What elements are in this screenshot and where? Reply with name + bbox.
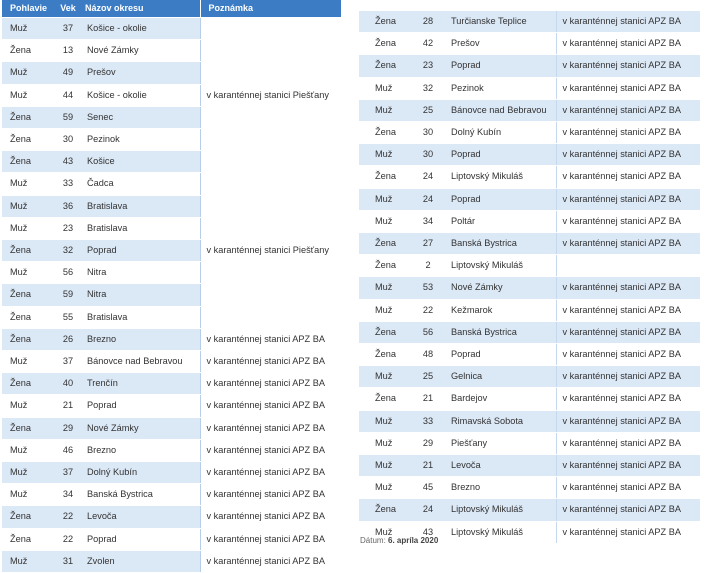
cell-sex: Muž xyxy=(359,299,411,321)
cell-note: v karanténnej stanici APZ BA xyxy=(200,506,341,528)
cell-note: v karanténnej stanici APZ BA xyxy=(200,439,341,461)
cell-note: v karanténnej stanici APZ BA xyxy=(200,417,341,439)
table-row xyxy=(359,188,700,210)
cell-note: v karanténnej stanici APZ BA xyxy=(556,455,700,477)
cell-sex: Žena xyxy=(2,106,55,128)
cell-sex: Žena xyxy=(359,499,411,521)
cell-age: 46 xyxy=(55,439,81,461)
cell-sex: Žena xyxy=(2,417,55,439)
cell-age: 56 xyxy=(411,321,445,343)
cell-age: 25 xyxy=(411,99,445,121)
cell-sex: Žena xyxy=(359,233,411,255)
cell-age: 53 xyxy=(411,277,445,299)
cell-age: 49 xyxy=(55,62,81,84)
cell-age: 22 xyxy=(55,506,81,528)
table-row xyxy=(359,277,700,299)
cell-sex: Muž xyxy=(359,144,411,166)
cell-age: 13 xyxy=(55,40,81,62)
cell-age: 34 xyxy=(411,210,445,232)
cell-district: Turčianske Teplice xyxy=(445,11,556,33)
cell-district: Nové Zámky xyxy=(81,417,200,439)
table-row xyxy=(359,166,700,188)
cell-age: 48 xyxy=(411,344,445,366)
date-value: 6. apríla 2020 xyxy=(388,536,439,545)
cell-sex: Muž xyxy=(359,432,411,454)
cell-note: v karanténnej stanici APZ BA xyxy=(556,210,700,232)
cell-age: 44 xyxy=(55,84,81,106)
table-row xyxy=(2,84,341,106)
cell-district: Dolný Kubín xyxy=(81,462,200,484)
table-row xyxy=(2,195,341,217)
table-row xyxy=(2,395,341,417)
table-row xyxy=(2,217,341,239)
cell-district: Poprad xyxy=(445,188,556,210)
cell-sex: Muž xyxy=(2,351,55,373)
cases-table-left xyxy=(2,0,341,573)
cell-sex: Žena xyxy=(359,388,411,410)
cell-district: Poprad xyxy=(81,240,200,262)
cell-sex: Muž xyxy=(359,210,411,232)
cell-note xyxy=(200,129,341,151)
cell-district: Kežmarok xyxy=(445,299,556,321)
cell-age: 23 xyxy=(411,55,445,77)
cell-age: 22 xyxy=(411,299,445,321)
cell-district: Bratislava xyxy=(81,195,200,217)
cell-sex: Muž xyxy=(359,455,411,477)
cell-note xyxy=(200,40,341,62)
cell-note: v karanténnej stanici APZ BA xyxy=(556,344,700,366)
table-row xyxy=(359,210,700,232)
cell-note: v karanténnej stanici APZ BA xyxy=(200,351,341,373)
cell-age: 27 xyxy=(411,233,445,255)
cell-note: v karanténnej stanici APZ BA xyxy=(556,11,700,33)
cell-age: 33 xyxy=(411,410,445,432)
cell-note: v karanténnej stanici APZ BA xyxy=(556,166,700,188)
cell-sex: Muž xyxy=(2,262,55,284)
cell-age: 30 xyxy=(411,122,445,144)
cell-age: 59 xyxy=(55,284,81,306)
cell-sex: Žena xyxy=(2,306,55,328)
cell-age: 21 xyxy=(411,455,445,477)
cell-sex: Žena xyxy=(359,321,411,343)
cell-sex: Muž xyxy=(2,18,55,40)
cell-district: Banská Bystrica xyxy=(445,233,556,255)
cell-district: Poprad xyxy=(81,528,200,550)
cell-age: 55 xyxy=(55,306,81,328)
table-row xyxy=(359,11,700,33)
cell-age: 28 xyxy=(411,11,445,33)
cell-note xyxy=(556,255,700,277)
cell-sex: Muž xyxy=(2,84,55,106)
cell-sex: Muž xyxy=(359,188,411,210)
cell-district: Košice - okolie xyxy=(81,84,200,106)
cell-district: Nové Zámky xyxy=(81,40,200,62)
cell-note xyxy=(200,173,341,195)
cell-age: 40 xyxy=(55,373,81,395)
cell-note: v karanténnej stanici APZ BA xyxy=(556,299,700,321)
cell-sex: Žena xyxy=(359,122,411,144)
cell-district: Gelnica xyxy=(445,366,556,388)
table-row xyxy=(359,144,700,166)
table-row xyxy=(2,284,341,306)
cell-district: Poprad xyxy=(445,344,556,366)
cell-note: v karanténnej stanici APZ BA xyxy=(556,321,700,343)
cell-district: Bánovce nad Bebravou xyxy=(445,99,556,121)
cell-district: Rimavská Sobota xyxy=(445,410,556,432)
cell-district: Brezno xyxy=(445,477,556,499)
table-row xyxy=(359,255,700,277)
cell-sex: Žena xyxy=(359,33,411,55)
table-row xyxy=(359,410,700,432)
cell-sex: Žena xyxy=(359,344,411,366)
cell-note xyxy=(200,151,341,173)
cell-age: 33 xyxy=(55,173,81,195)
cell-sex: Muž xyxy=(359,366,411,388)
cell-sex: Žena xyxy=(2,151,55,173)
table-row xyxy=(2,373,341,395)
cell-note: v karanténnej stanici APZ BA xyxy=(200,328,341,350)
cell-age: 42 xyxy=(411,33,445,55)
cell-sex: Muž xyxy=(2,439,55,461)
cell-note: v karanténnej stanici APZ BA xyxy=(556,366,700,388)
cell-district: Levoča xyxy=(81,506,200,528)
cell-note xyxy=(200,106,341,128)
cell-district: Poltár xyxy=(445,210,556,232)
cell-note xyxy=(200,284,341,306)
cell-note xyxy=(200,195,341,217)
cell-note xyxy=(200,262,341,284)
cell-note: v karanténnej stanici APZ BA xyxy=(556,477,700,499)
cell-note: v karanténnej stanici APZ BA xyxy=(556,122,700,144)
cell-district: Poprad xyxy=(445,55,556,77)
cell-sex: Muž xyxy=(2,550,55,572)
cell-district: Poprad xyxy=(445,144,556,166)
table-row xyxy=(359,233,700,255)
cell-sex: Muž xyxy=(359,99,411,121)
table-row xyxy=(359,388,700,410)
cell-note: v karanténnej stanici APZ BA xyxy=(556,277,700,299)
cell-sex: Muž xyxy=(359,521,411,543)
cell-age: 34 xyxy=(55,484,81,506)
cell-district: Liptovský Mikuláš xyxy=(445,166,556,188)
cell-age: 23 xyxy=(55,217,81,239)
cell-note: v karanténnej stanici APZ BA xyxy=(200,373,341,395)
cell-note xyxy=(200,306,341,328)
cell-district: Poprad xyxy=(81,395,200,417)
cell-note: v karanténnej stanici Piešťany xyxy=(200,240,341,262)
cell-district: Košice - okolie xyxy=(81,18,200,40)
cell-sex: Muž xyxy=(2,484,55,506)
table-row xyxy=(2,306,341,328)
header-note: Poznámka xyxy=(200,0,341,18)
cell-sex: Muž xyxy=(359,77,411,99)
cell-district: Liptovský Mikuláš xyxy=(445,255,556,277)
table-row xyxy=(2,18,341,40)
cell-district: Košice xyxy=(81,151,200,173)
table-row xyxy=(359,99,700,121)
cell-note: v karanténnej stanici APZ BA xyxy=(556,55,700,77)
table-row xyxy=(359,299,700,321)
cell-note: v karanténnej stanici APZ BA xyxy=(556,188,700,210)
cell-district: Bratislava xyxy=(81,306,200,328)
cell-age: 31 xyxy=(55,550,81,572)
cell-age: 59 xyxy=(55,106,81,128)
cell-note: v karanténnej stanici APZ BA xyxy=(556,233,700,255)
cell-sex: Žena xyxy=(359,55,411,77)
cell-age: 2 xyxy=(411,255,445,277)
cell-district: Prešov xyxy=(81,62,200,84)
table-row xyxy=(2,151,341,173)
cell-age: 24 xyxy=(411,188,445,210)
cell-note xyxy=(200,217,341,239)
cell-note: v karanténnej stanici APZ BA xyxy=(556,388,700,410)
header-age: Vek xyxy=(55,0,81,18)
table-row xyxy=(2,262,341,284)
table-row xyxy=(2,439,341,461)
cell-note: v karanténnej stanici APZ BA xyxy=(556,432,700,454)
cell-age: 24 xyxy=(411,499,445,521)
cell-district: Čadca xyxy=(81,173,200,195)
cell-age: 25 xyxy=(411,366,445,388)
cell-district: Banská Bystrica xyxy=(445,321,556,343)
cell-sex: Žena xyxy=(359,11,411,33)
cell-age: 56 xyxy=(55,262,81,284)
cell-age: 36 xyxy=(55,195,81,217)
cell-district: Bardejov xyxy=(445,388,556,410)
cell-age: 29 xyxy=(55,417,81,439)
cell-note: v karanténnej stanici APZ BA xyxy=(200,462,341,484)
table-row xyxy=(2,484,341,506)
table-row xyxy=(2,506,341,528)
cell-note xyxy=(200,18,341,40)
cell-note xyxy=(200,62,341,84)
cell-note: v karanténnej stanici APZ BA xyxy=(556,144,700,166)
cell-note: v karanténnej stanici APZ BA xyxy=(200,395,341,417)
cell-age: 22 xyxy=(55,528,81,550)
cell-age: 30 xyxy=(55,129,81,151)
table-row xyxy=(359,477,700,499)
table-header-row xyxy=(2,0,341,18)
cell-sex: Muž xyxy=(2,62,55,84)
table-row xyxy=(2,328,341,350)
cell-note: v karanténnej stanici APZ BA xyxy=(556,33,700,55)
cell-district: Brezno xyxy=(81,439,200,461)
cell-sex: Žena xyxy=(359,255,411,277)
cell-district: Piešťany xyxy=(445,432,556,454)
cell-district: Nitra xyxy=(81,262,200,284)
header-sex: Pohlavie xyxy=(2,0,55,18)
cell-age: 26 xyxy=(55,328,81,350)
cell-note: v karanténnej stanici APZ BA xyxy=(200,550,341,572)
cell-sex: Muž xyxy=(2,462,55,484)
cell-age: 37 xyxy=(55,18,81,40)
cell-district: Nitra xyxy=(81,284,200,306)
table-row xyxy=(359,33,700,55)
cell-age: 37 xyxy=(55,351,81,373)
cases-table-right xyxy=(359,11,700,544)
cell-district: Pezinok xyxy=(81,129,200,151)
cell-sex: Muž xyxy=(359,477,411,499)
cell-district: Prešov xyxy=(445,33,556,55)
cell-district: Levoča xyxy=(445,455,556,477)
table-row xyxy=(359,432,700,454)
cell-district: Bánovce nad Bebravou xyxy=(81,351,200,373)
table-row xyxy=(2,462,341,484)
cell-sex: Žena xyxy=(2,373,55,395)
cell-age: 21 xyxy=(55,395,81,417)
cell-age: 32 xyxy=(55,240,81,262)
cell-district: Pezinok xyxy=(445,77,556,99)
table-row xyxy=(2,129,341,151)
table-row xyxy=(2,62,341,84)
cell-district: Brezno xyxy=(81,328,200,350)
cell-age: 24 xyxy=(411,166,445,188)
cell-age: 43 xyxy=(411,521,445,543)
table-row xyxy=(2,173,341,195)
cell-sex: Žena xyxy=(359,166,411,188)
table-row xyxy=(359,122,700,144)
cell-sex: Muž xyxy=(359,410,411,432)
table-row xyxy=(2,550,341,572)
cell-age: 21 xyxy=(411,388,445,410)
cell-district: Banská Bystrica xyxy=(81,484,200,506)
cell-note: v karanténnej stanici APZ BA xyxy=(556,499,700,521)
cell-note: v karanténnej stanici Piešťany xyxy=(200,84,341,106)
report-date xyxy=(360,536,438,545)
cell-note: v karanténnej stanici APZ BA xyxy=(200,528,341,550)
cell-sex: Žena xyxy=(2,284,55,306)
table-row xyxy=(2,106,341,128)
table-row xyxy=(359,55,700,77)
cell-sex: Muž xyxy=(2,217,55,239)
cell-district: Trenčín xyxy=(81,373,200,395)
cell-sex: Muž xyxy=(2,173,55,195)
cell-sex: Žena xyxy=(2,240,55,262)
header-district: Názov okresu xyxy=(81,0,200,18)
table-row xyxy=(359,321,700,343)
cell-district: Zvolen xyxy=(81,550,200,572)
cell-district: Dolný Kubín xyxy=(445,122,556,144)
cell-sex: Žena xyxy=(2,328,55,350)
table-row xyxy=(2,40,341,62)
cell-sex: Žena xyxy=(2,40,55,62)
cell-sex: Žena xyxy=(2,506,55,528)
table-row xyxy=(2,351,341,373)
cell-sex: Žena xyxy=(2,528,55,550)
cell-note: v karanténnej stanici APZ BA xyxy=(556,521,700,543)
cell-age: 32 xyxy=(411,77,445,99)
cell-district: Liptovský Mikuláš xyxy=(445,499,556,521)
cell-age: 43 xyxy=(55,151,81,173)
date-label: Dátum: xyxy=(360,536,389,545)
cell-age: 29 xyxy=(411,432,445,454)
cell-district: Nové Zámky xyxy=(445,277,556,299)
cell-note: v karanténnej stanici APZ BA xyxy=(556,410,700,432)
cell-sex: Muž xyxy=(2,395,55,417)
cell-note: v karanténnej stanici APZ BA xyxy=(556,99,700,121)
cell-age: 45 xyxy=(411,477,445,499)
cell-district: Senec xyxy=(81,106,200,128)
cell-sex: Muž xyxy=(2,195,55,217)
cell-sex: Muž xyxy=(359,277,411,299)
table-row xyxy=(359,77,700,99)
cell-district: Liptovský Mikuláš xyxy=(445,521,556,543)
cell-age: 37 xyxy=(55,462,81,484)
cell-note: v karanténnej stanici APZ BA xyxy=(556,77,700,99)
table-row xyxy=(359,366,700,388)
table-row xyxy=(359,455,700,477)
table-row xyxy=(359,344,700,366)
cell-age: 30 xyxy=(411,144,445,166)
table-row xyxy=(359,499,700,521)
table-row xyxy=(2,240,341,262)
cell-sex: Žena xyxy=(2,129,55,151)
cell-district: Bratislava xyxy=(81,217,200,239)
table-row xyxy=(2,528,341,550)
table-row xyxy=(2,417,341,439)
cell-note: v karanténnej stanici APZ BA xyxy=(200,484,341,506)
